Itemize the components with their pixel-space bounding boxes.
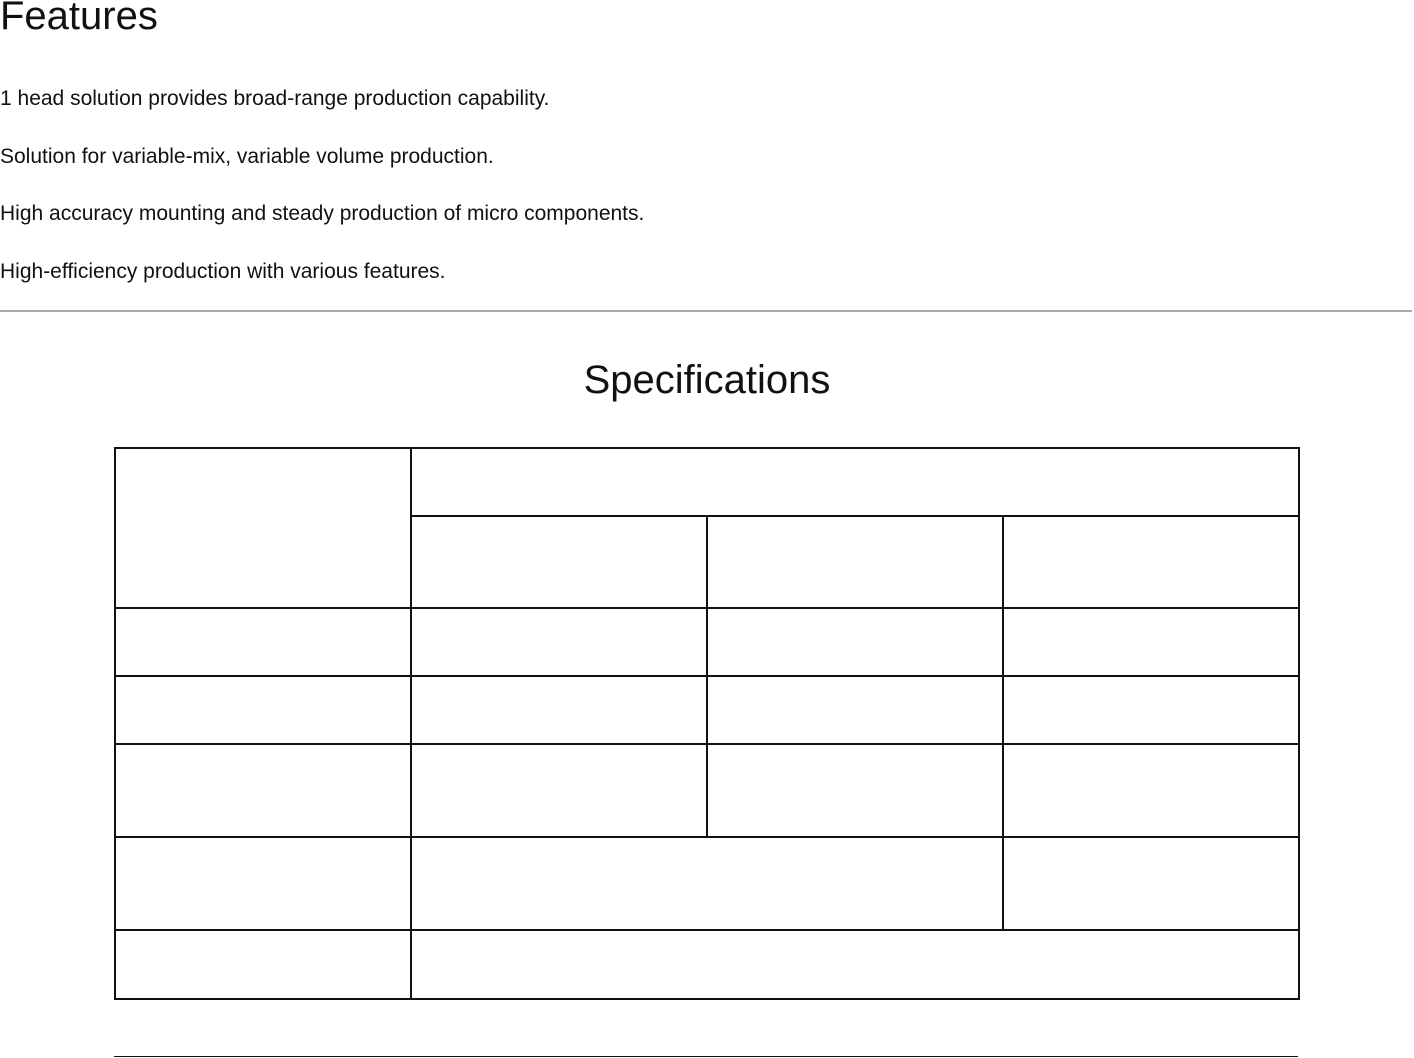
table-row bbox=[115, 676, 1299, 744]
table-cell bbox=[707, 516, 1003, 608]
section-divider bbox=[0, 310, 1412, 312]
feature-item: High accuracy mounting and steady production of micro components. bbox=[0, 202, 645, 225]
table-cell bbox=[411, 516, 707, 608]
bottom-divider bbox=[114, 1056, 1298, 1057]
feature-item: High-efficiency production with various features. bbox=[0, 259, 446, 283]
table-cell bbox=[707, 744, 1003, 837]
table-row bbox=[115, 608, 1299, 676]
table-cell bbox=[115, 676, 411, 744]
table-cell bbox=[115, 608, 411, 676]
table-cell-header-group bbox=[411, 448, 1299, 516]
table-cell bbox=[115, 837, 411, 930]
table-cell bbox=[1003, 608, 1299, 676]
table-cell bbox=[1003, 516, 1299, 608]
table-cell bbox=[411, 608, 707, 676]
table-cell bbox=[411, 930, 1299, 999]
table-cell bbox=[1003, 676, 1299, 744]
table-cell bbox=[707, 676, 1003, 744]
table-row bbox=[115, 744, 1299, 837]
specifications-heading: Specifications bbox=[583, 358, 831, 402]
table-cell bbox=[411, 676, 707, 744]
table-cell bbox=[1003, 837, 1299, 930]
table-cell bbox=[411, 744, 707, 837]
table-cell bbox=[1003, 744, 1299, 837]
feature-list bbox=[0, 84, 644, 314]
feature-item: 1 head solution provides broad-range production capability. bbox=[0, 87, 550, 110]
table-row bbox=[115, 930, 1299, 999]
table-cell bbox=[707, 608, 1003, 676]
table-cell bbox=[115, 744, 411, 837]
table-row bbox=[115, 448, 1299, 516]
table-cell-header-label bbox=[115, 448, 411, 608]
feature-item: Solution for variable-mix, variable volume production. bbox=[0, 144, 494, 168]
features-heading: Features bbox=[0, 0, 158, 38]
table-cell bbox=[411, 837, 1003, 930]
table-cell bbox=[115, 930, 411, 999]
specifications-table bbox=[114, 447, 1300, 1000]
table-row bbox=[115, 837, 1299, 930]
